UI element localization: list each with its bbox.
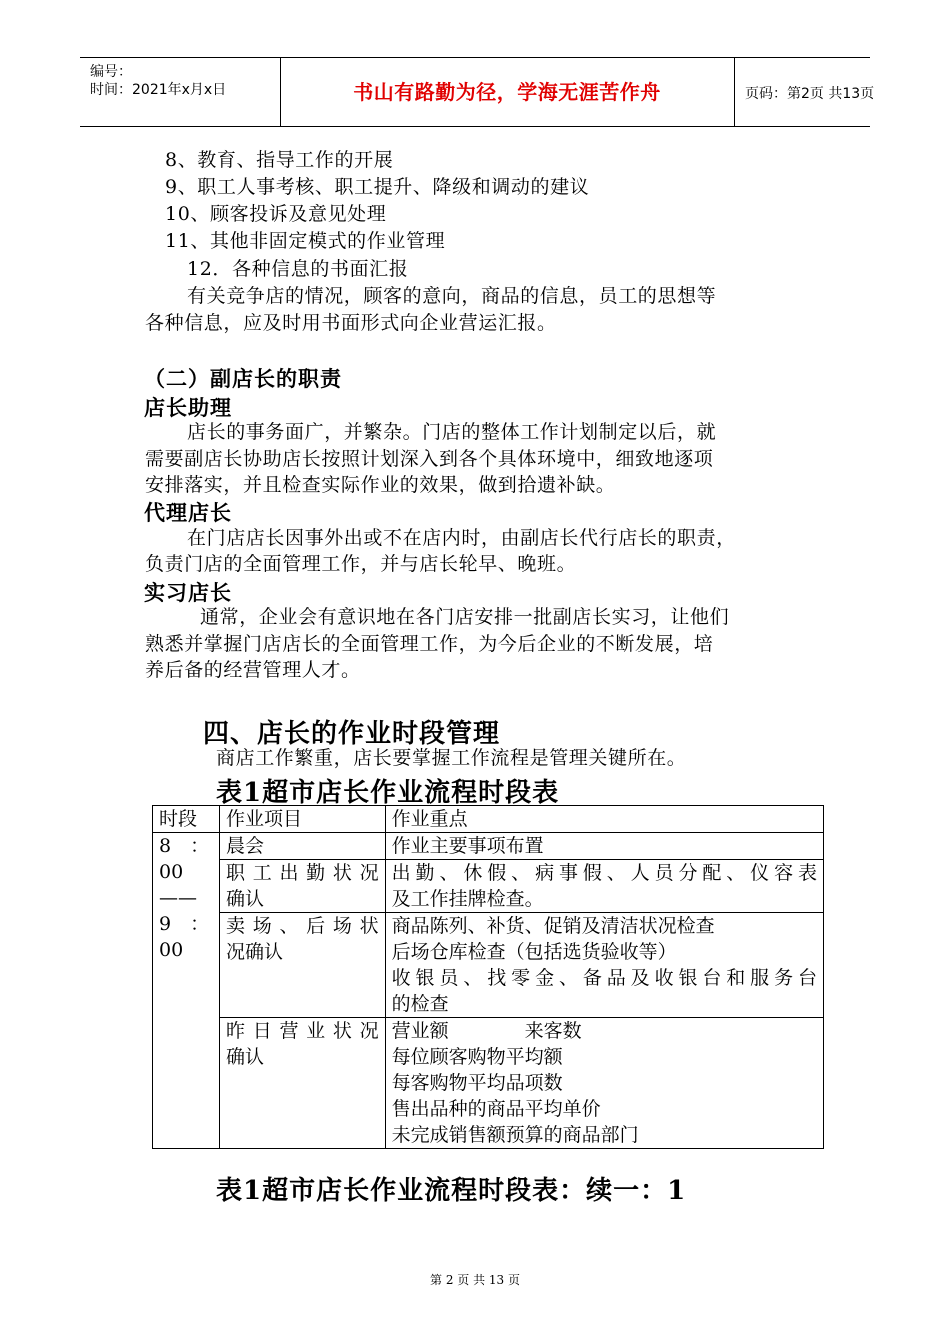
points-line: 未完成销售额预算的商品部门: [391, 1124, 639, 1146]
list-item: 11、其他非固定模式的作业管理: [165, 230, 446, 252]
table-title: 表1超市店长作业流程时段表: [216, 778, 560, 808]
table-header-row: [153, 806, 824, 833]
table-header-cell: 作业项目: [219, 806, 385, 833]
points-cell: [385, 913, 823, 1018]
subsection-heading: 实习店长: [144, 581, 232, 605]
item-cell: [219, 833, 385, 860]
section-heading: 四、店长的作业时段管理: [203, 719, 501, 749]
paragraph-line: 养后备的经营管理人才。: [145, 659, 361, 681]
points-line: 作业主要事项布置: [391, 835, 544, 857]
paragraph-line: 在门店店长因事外出或不在店内时，由副店长代行店长的职责，: [187, 527, 736, 549]
paragraph-line: 各种信息，应及时用书面形式向企业营运汇报。: [145, 312, 557, 334]
header-motto-cell: [280, 58, 735, 126]
page-code: 页码：第2页 共13页: [745, 86, 875, 102]
paragraph-line: 需要副店长协助店长按照计划深入到各个具体环境中，细致地逐项: [145, 448, 714, 470]
table-row: [153, 913, 824, 1018]
time-slot-line: 9 ：: [159, 913, 210, 935]
paragraph-line: 负责门店的全面管理工作，并与店长轮早、晚班。: [145, 553, 577, 575]
item-cell: [219, 860, 385, 913]
subsection-heading: 店长助理: [144, 396, 232, 420]
subsection-heading: 代理店长: [144, 501, 232, 525]
time-slot-line: 00: [159, 939, 184, 961]
points-cell: [385, 860, 823, 913]
header-meta-cell: [80, 58, 281, 126]
header-page-cell: [735, 58, 875, 126]
schedule-table: [152, 805, 824, 1149]
points-cell: [385, 833, 823, 860]
page-footer: 第 2 页 共 13 页: [430, 1273, 520, 1287]
list-item: 10、顾客投诉及意见处理: [165, 203, 387, 225]
table-header-cell: 作业重点: [385, 806, 823, 833]
points-line: 出勤、休假、病事假、人员分配、仪容表: [391, 862, 817, 884]
paragraph-line: 店长的事务面广，并繁杂。门店的整体工作计划制定以后，就: [187, 421, 717, 443]
time-slot-line: ——: [159, 887, 197, 909]
item-line: 确认: [225, 1046, 264, 1068]
page-header: [80, 57, 875, 127]
doc-number-label: 编号：: [90, 64, 132, 80]
points-line: 及工作挂牌检查。: [391, 888, 544, 910]
item-line: 确认: [225, 888, 264, 910]
time-slot-line: 00: [159, 861, 184, 883]
paragraph-line: 有关竞争店的情况，顾客的意向，商品的信息，员工的思想等: [187, 285, 717, 307]
points-line: 售出品种的商品平均单价: [391, 1098, 601, 1120]
table-header-cell: 时段: [153, 806, 220, 833]
list-item: 12．各种信息的书面汇报: [187, 258, 409, 280]
points-line: 每客购物平均品项数: [391, 1072, 563, 1094]
item-line: 职工出勤状况: [225, 862, 379, 884]
time-slot-line: 8 ：: [159, 835, 210, 857]
points-cell: [385, 1018, 823, 1149]
section-heading: （二）副店长的职责: [144, 367, 342, 391]
list-item: 8、教育、指导工作的开展: [165, 149, 394, 171]
table-row: [153, 1018, 824, 1149]
motto-text: 书山有路勤为径，学海无涯苦作舟: [353, 80, 661, 104]
table-row: [153, 833, 824, 860]
points-line: 商品陈列、补货、促销及清洁状况检查: [391, 915, 715, 937]
points-line: 后场仓库检查（包括选货验收等）: [391, 941, 677, 963]
doc-time-label: 时间：2021年x月x日: [90, 82, 227, 98]
paragraph-line: 商店工作繁重，店长要掌握工作流程是管理关键所在。: [216, 747, 687, 769]
paragraph-line: 熟悉并掌握门店店长的全面管理工作，为今后企业的不断发展，培: [145, 633, 714, 655]
item-line: 卖场、后场状: [225, 915, 379, 937]
points-line: 每位顾客购物平均额: [391, 1046, 563, 1068]
item-line: 况确认: [225, 941, 283, 963]
points-line: 营业额 来客数: [391, 1020, 582, 1042]
table-continue-title: 表1超市店长作业流程时段表：续一：1: [216, 1176, 687, 1206]
time-slot-cell: [153, 833, 220, 1149]
paragraph-line: 通常，企业会有意识地在各门店安排一批副店长实习，让他们: [200, 606, 730, 628]
item-line: 昨日营业状况: [225, 1020, 379, 1042]
paragraph-line: 安排落实，并且检查实际作业的效果，做到拾遗补缺。: [145, 474, 616, 496]
item-cell: [219, 1018, 385, 1149]
table-row: [153, 860, 824, 913]
item-cell: [219, 913, 385, 1018]
points-line: 收银员、找零金、备品及收银台和服务台: [391, 967, 817, 989]
points-line: 的检查: [391, 993, 449, 1015]
list-item: 9、职工人事考核、职工提升、降级和调动的建议: [165, 176, 590, 198]
item-line: 晨会: [225, 835, 264, 857]
